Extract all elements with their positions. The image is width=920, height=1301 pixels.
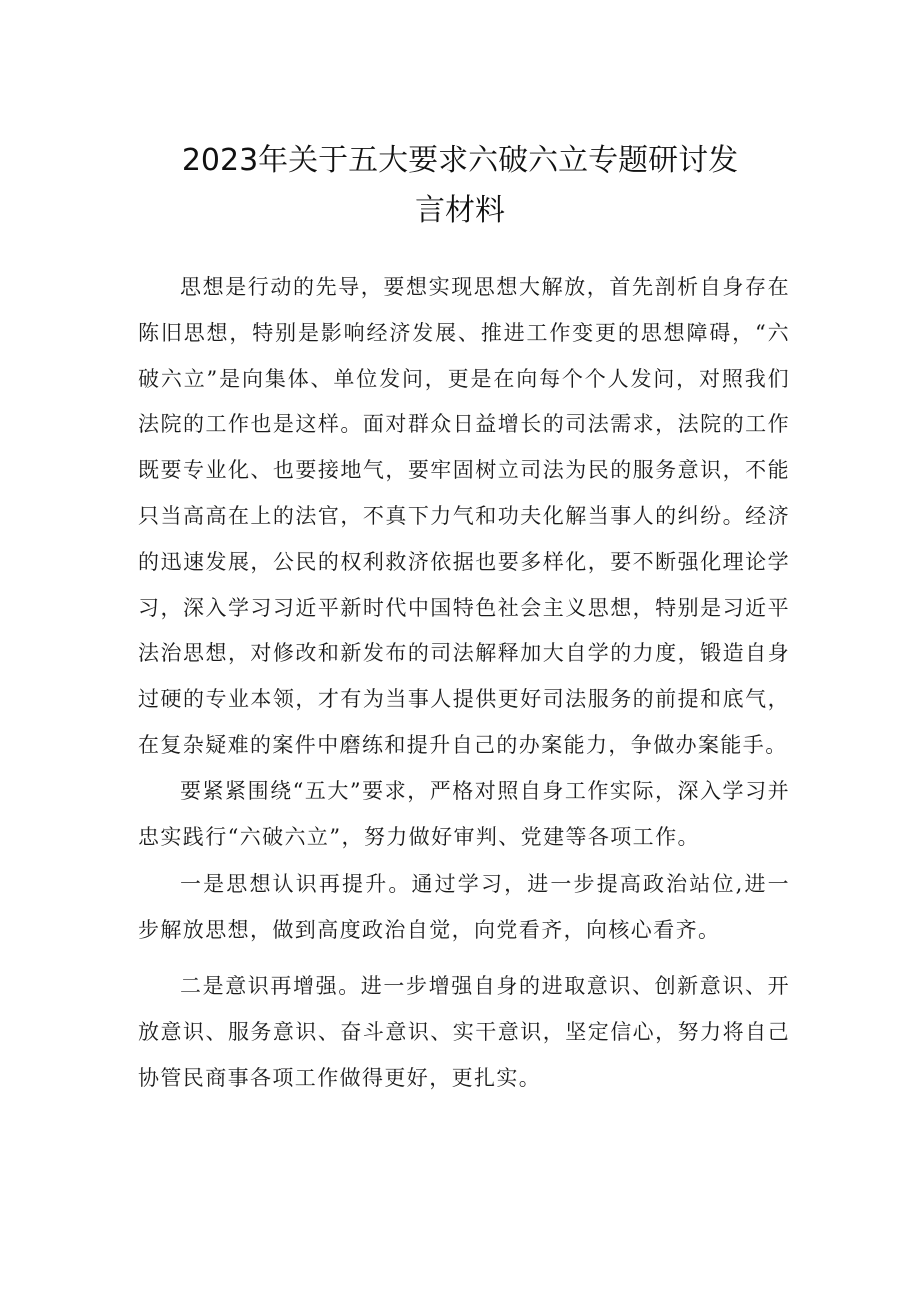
- title-line-2: 言材料: [415, 193, 505, 228]
- document-title: [120, 136, 800, 236]
- paragraph-3: 一是思想认识再提升。通过学习，进一步提高政治站位,进一步解放思想，做到高度政治自觉，向党看齐，向核心看齐。: [138, 872, 790, 943]
- document-body: [138, 265, 790, 1101]
- title-line-1: 2023年关于五大要求六破六立专题研讨发: [181, 143, 739, 178]
- paragraph-4: 二是意识再增强。进一步增强自身的进取意识、创新意识、开放意识、服务意识、奋斗意识、实干意识，坚定信心，努力将自己协管民商事各项工作做得更好，更扎实。: [138, 973, 790, 1090]
- paragraph-2: 要紧紧围绕“五大”要求，严格对照自身工作实际，深入学习并忠实践行“六破六立”，努力做好审判、党建等各项工作。: [138, 778, 790, 849]
- paragraph-1: 思想是行动的先导，要想实现思想大解放，首先剖析自身存在陈旧思想，特别是影响经济发展、推进工作变更的思想障碍，“六破六立”是向集体、单位发问，更是在向每个个人发问，对照我们法院的工作也是这样。面对群众日益增长的司法需求，法院的工作既要专业化、也要接地气，要牢固树立司法为民的服务意识，不能只当高高在上的法官，不真下力气和功夫化解当事人的纠纷。经济的迅速发展，公民的权利救济依据也要多样化，要不断强化理论学习，深入学习习近平新时代中国特色社会主义思想，特别是习近平法治思想，对修改和新发布的司法解释加大自学的力度，锻造自身过硬的专业本领，才有为当事人提供更好司法服务的前提和底气，在复杂疑难的案件中磨练和提升自己的办案能力，争做办案能手。: [138, 275, 790, 757]
